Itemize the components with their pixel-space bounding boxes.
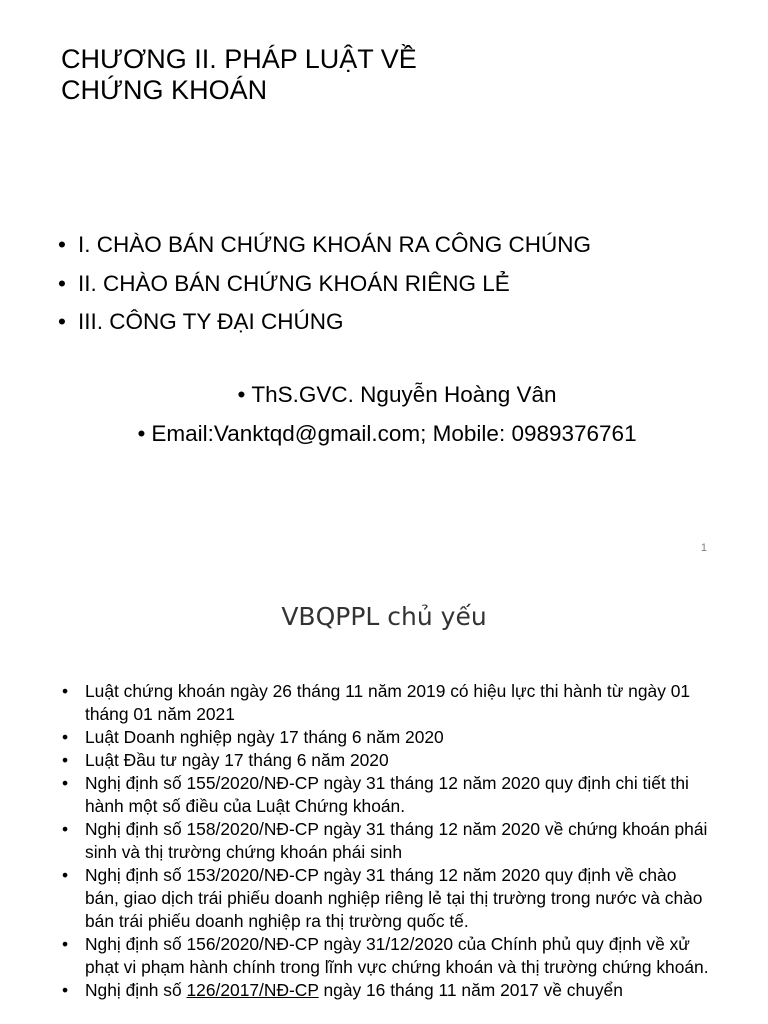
bullet-icon: • — [58, 309, 66, 334]
list-item — [62, 979, 714, 1002]
topic-label: II. CHÀO BÁN CHỨNG KHOÁN RIÊNG LẺ — [78, 270, 510, 296]
author-name: ThS.GVC. Nguyễn Hoàng Vân — [251, 382, 557, 407]
author-block — [0, 376, 768, 453]
item-suffix: ngày 16 tháng 11 năm 2017 về chuyển — [318, 980, 623, 1000]
topic-item — [58, 226, 591, 265]
list-item: • Luật Đầu tư ngày 17 tháng 6 năm 2020 — [62, 749, 714, 772]
title-line-1: CHƯƠNG II. PHÁP LUẬT VỀ — [61, 44, 417, 74]
topic-list — [58, 226, 591, 342]
title-line-2: CHỨNG KHOÁN — [61, 75, 268, 105]
list-item: • Nghị định số 153/2020/NĐ-CP ngày 31 tháng 12 năm 2020 quy định về chào bán, giao dịch trái phiếu doanh nghiệp riêng lẻ tại thị trường trong nước và chào bán trái phiếu doanh nghiệp ra thị trường quốc tế. — [62, 864, 714, 933]
bullet-icon: • — [137, 420, 146, 446]
document-list — [62, 680, 714, 1002]
page-number: 1 — [700, 542, 707, 554]
topic-item — [58, 303, 591, 342]
decree-link[interactable]: 126/2017/NĐ-CP — [186, 980, 319, 1000]
list-item: • Nghị định số 156/2020/NĐ-CP ngày 31/12/2020 của Chính phủ quy định về xử phạt vi phạm hành chính trong lĩnh vực chứng khoán và thị trường chứng khoán. — [62, 933, 714, 979]
slide-title: VBQPPL chủ yếu — [281, 602, 487, 631]
list-item: • Nghị định số 158/2020/NĐ-CP ngày 31 tháng 12 năm 2020 về chứng khoán phái sinh và thị trường chứng khoán phái sinh — [62, 818, 714, 864]
slide-title — [61, 44, 417, 106]
bullet-icon: • — [58, 232, 66, 257]
item-prefix: Nghị định số — [85, 980, 187, 1000]
author-line — [10, 376, 768, 415]
contact-line — [0, 415, 768, 454]
bullet-icon: • — [58, 270, 66, 296]
list-item: • Nghị định số 155/2020/NĐ-CP ngày 31 tháng 12 năm 2020 quy định chi tiết thi hành một số điều của Luật Chứng khoán. — [62, 772, 714, 818]
slide-2 — [0, 572, 768, 1024]
topic-label: I. CHÀO BÁN CHỨNG KHOÁN RA CÔNG CHÚNG — [78, 232, 592, 257]
list-item: • Luật chứng khoán ngày 26 tháng 11 năm 2019 có hiệu lực thi hành từ ngày 01 tháng 01 năm 2021 — [62, 680, 714, 726]
contact-info: Email:Vanktqd@gmail.com; Mobile: 0989376761 — [151, 420, 637, 446]
topic-label: III. CÔNG TY ĐẠI CHÚNG — [78, 309, 344, 334]
bullet-icon: • — [237, 382, 246, 407]
list-item: • Luật Doanh nghiệp ngày 17 tháng 6 năm 2020 — [62, 726, 714, 749]
topic-item — [58, 265, 591, 304]
